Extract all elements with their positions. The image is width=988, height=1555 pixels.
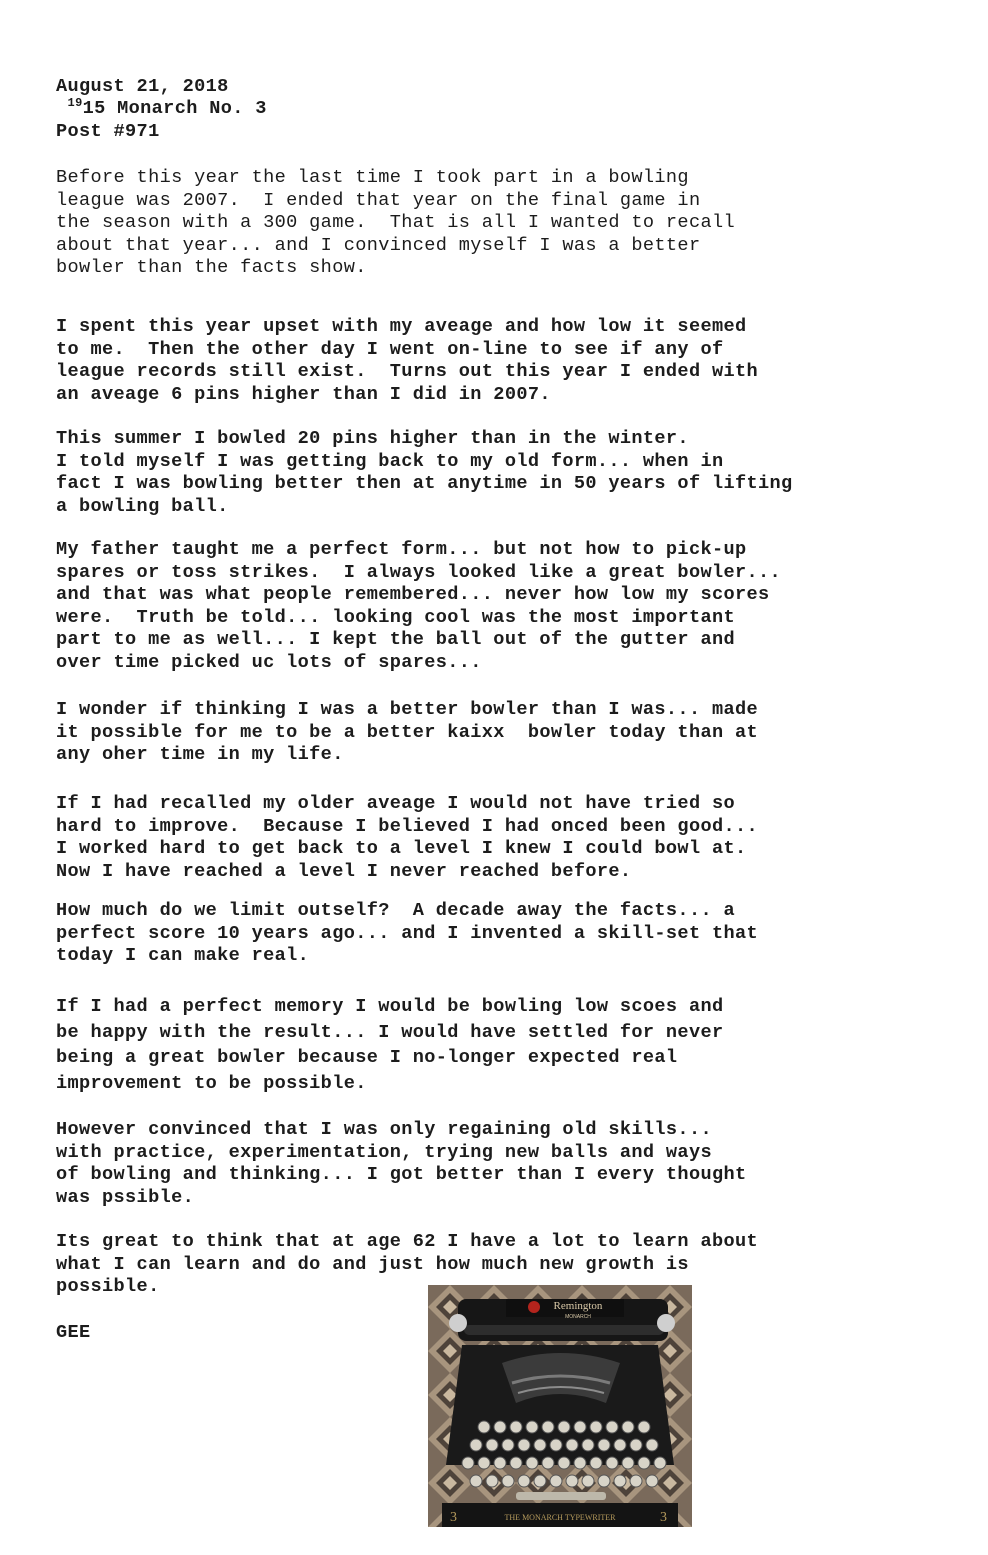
paragraph-line: If I had recalled my older aveage I would not have tried so [56,793,735,814]
model-label: MONARCH [565,1314,591,1320]
paragraph-line: How much do we limit outself? A decade away the facts... a [56,900,735,921]
paragraph-line: perfect score 10 years ago... and I invented a skill-set that [56,922,758,944]
letter-header [56,76,956,143]
paragraph-line: being a great bowler because I no-longer expected real [56,1047,678,1068]
paragraph-line: bowler than the facts show. [56,257,367,279]
space-bar [516,1492,606,1500]
paragraph-line: This summer I bowled 20 pins higher than in the winter. [56,428,689,449]
paragraph-line: part to me as well... I kept the ball out of the gutter and [56,629,735,651]
paragraph-line: of bowling and thinking... I got better than I every thought [56,1164,747,1186]
paragraph-line: today I can make real. [56,945,310,967]
paragraph-line: league records still exist. Turns out this year I ended with [56,361,758,383]
paragraph-line: league was 2007. I ended that year on the final game in [56,189,701,211]
paragraph-line: However convinced that I was only regaining old skills... [56,1119,712,1140]
paragraph-5 [56,699,956,767]
paragraph-line: what I can learn and do and just how much new growth is [56,1253,689,1275]
paragraph-line: with practice, experimentation, trying new balls and ways [56,1141,712,1163]
paragraph-line: any oher time in my life. [56,744,344,766]
paragraph-line: I told myself I was getting back to my old form... when in [56,450,724,472]
typewriter-photo [428,1285,692,1527]
paragraph-line: My father taught me a perfect form... but not how to pick-up [56,539,747,560]
header-typewriter [56,98,956,121]
header-post-number: Post #971 [56,121,160,142]
paragraph-line: improvement to be possible. [56,1072,367,1094]
header-date: August 21, 2018 [56,76,229,97]
paragraph-line: were. Truth be told... looking cool was the most important [56,606,735,628]
paragraph-line: hard to improve. Because I believed I had onced been good... [56,815,758,837]
paragraph-line: and that was what people remembered... never how low my scores [56,584,770,606]
header-typewriter-year-prefix: 19 [67,96,83,110]
platen-knob-right [657,1314,675,1332]
header-typewriter-rest: 15 Monarch No. 3 [82,98,267,119]
paragraph-3 [56,428,956,518]
paragraph-line: be happy with the result... I would have settled for never [56,1021,724,1043]
paragraph-line: over time picked uc lots of spares... [56,651,482,673]
paragraph-9 [56,1119,956,1209]
paragraph-line: to me. Then the other day I went on-line to see if any of [56,338,724,360]
brand-badge [528,1301,540,1313]
paragraph-line: If I had a perfect memory I would be bowling low scoes and [56,996,724,1017]
paragraph-1 [56,167,956,280]
paragraph-line: about that year... and I convinced myself I was a better [56,234,701,256]
paragraph-7 [56,900,956,968]
paragraph-line: I spent this year upset with my aveage and how low it seemed [56,316,747,337]
paragraph-line: Its great to think that at age 62 I have a lot to learn about [56,1231,758,1252]
model-number-right: 3 [660,1510,667,1525]
paragraph-2 [56,316,956,406]
signature: GEE [56,1322,91,1343]
paragraph-line: I worked hard to get back to a level I knew I could bowl at. [56,838,747,860]
paragraph-line: a bowling ball. [56,495,229,517]
paragraph-line: possible. [56,1276,160,1298]
paragraph-line: I wonder if thinking I was a better bowler than I was... made [56,699,758,720]
paragraph-line: Before this year the last time I took part in a bowling [56,167,689,188]
paragraph-6 [56,793,956,883]
paragraph-line: fact I was bowling better then at anytime in 50 years of lifting [56,473,793,495]
paragraph-line: it possible for me to be a better kaixx bowler today than at [56,721,758,743]
paragraph-4 [56,539,956,675]
paragraph-line: spares or toss strikes. I always looked like a great bowler... [56,561,782,583]
platen-knob-left [449,1314,467,1332]
paragraph-8 [56,994,956,1096]
paragraph-line: an aveage 6 pins higher than I did in 2007. [56,383,551,405]
paragraph-line: was pssible. [56,1186,195,1208]
base-label: THE MONARCH TYPEWRITER [504,1513,616,1522]
typewriter-illustration [428,1285,692,1527]
model-number-left: 3 [450,1510,457,1525]
paragraph-line: Now I have reached a level I never reached before. [56,860,632,882]
brand-label: Remington [553,1300,603,1312]
paragraph-line: the season with a 300 game. That is all I wanted to recall [56,212,735,234]
